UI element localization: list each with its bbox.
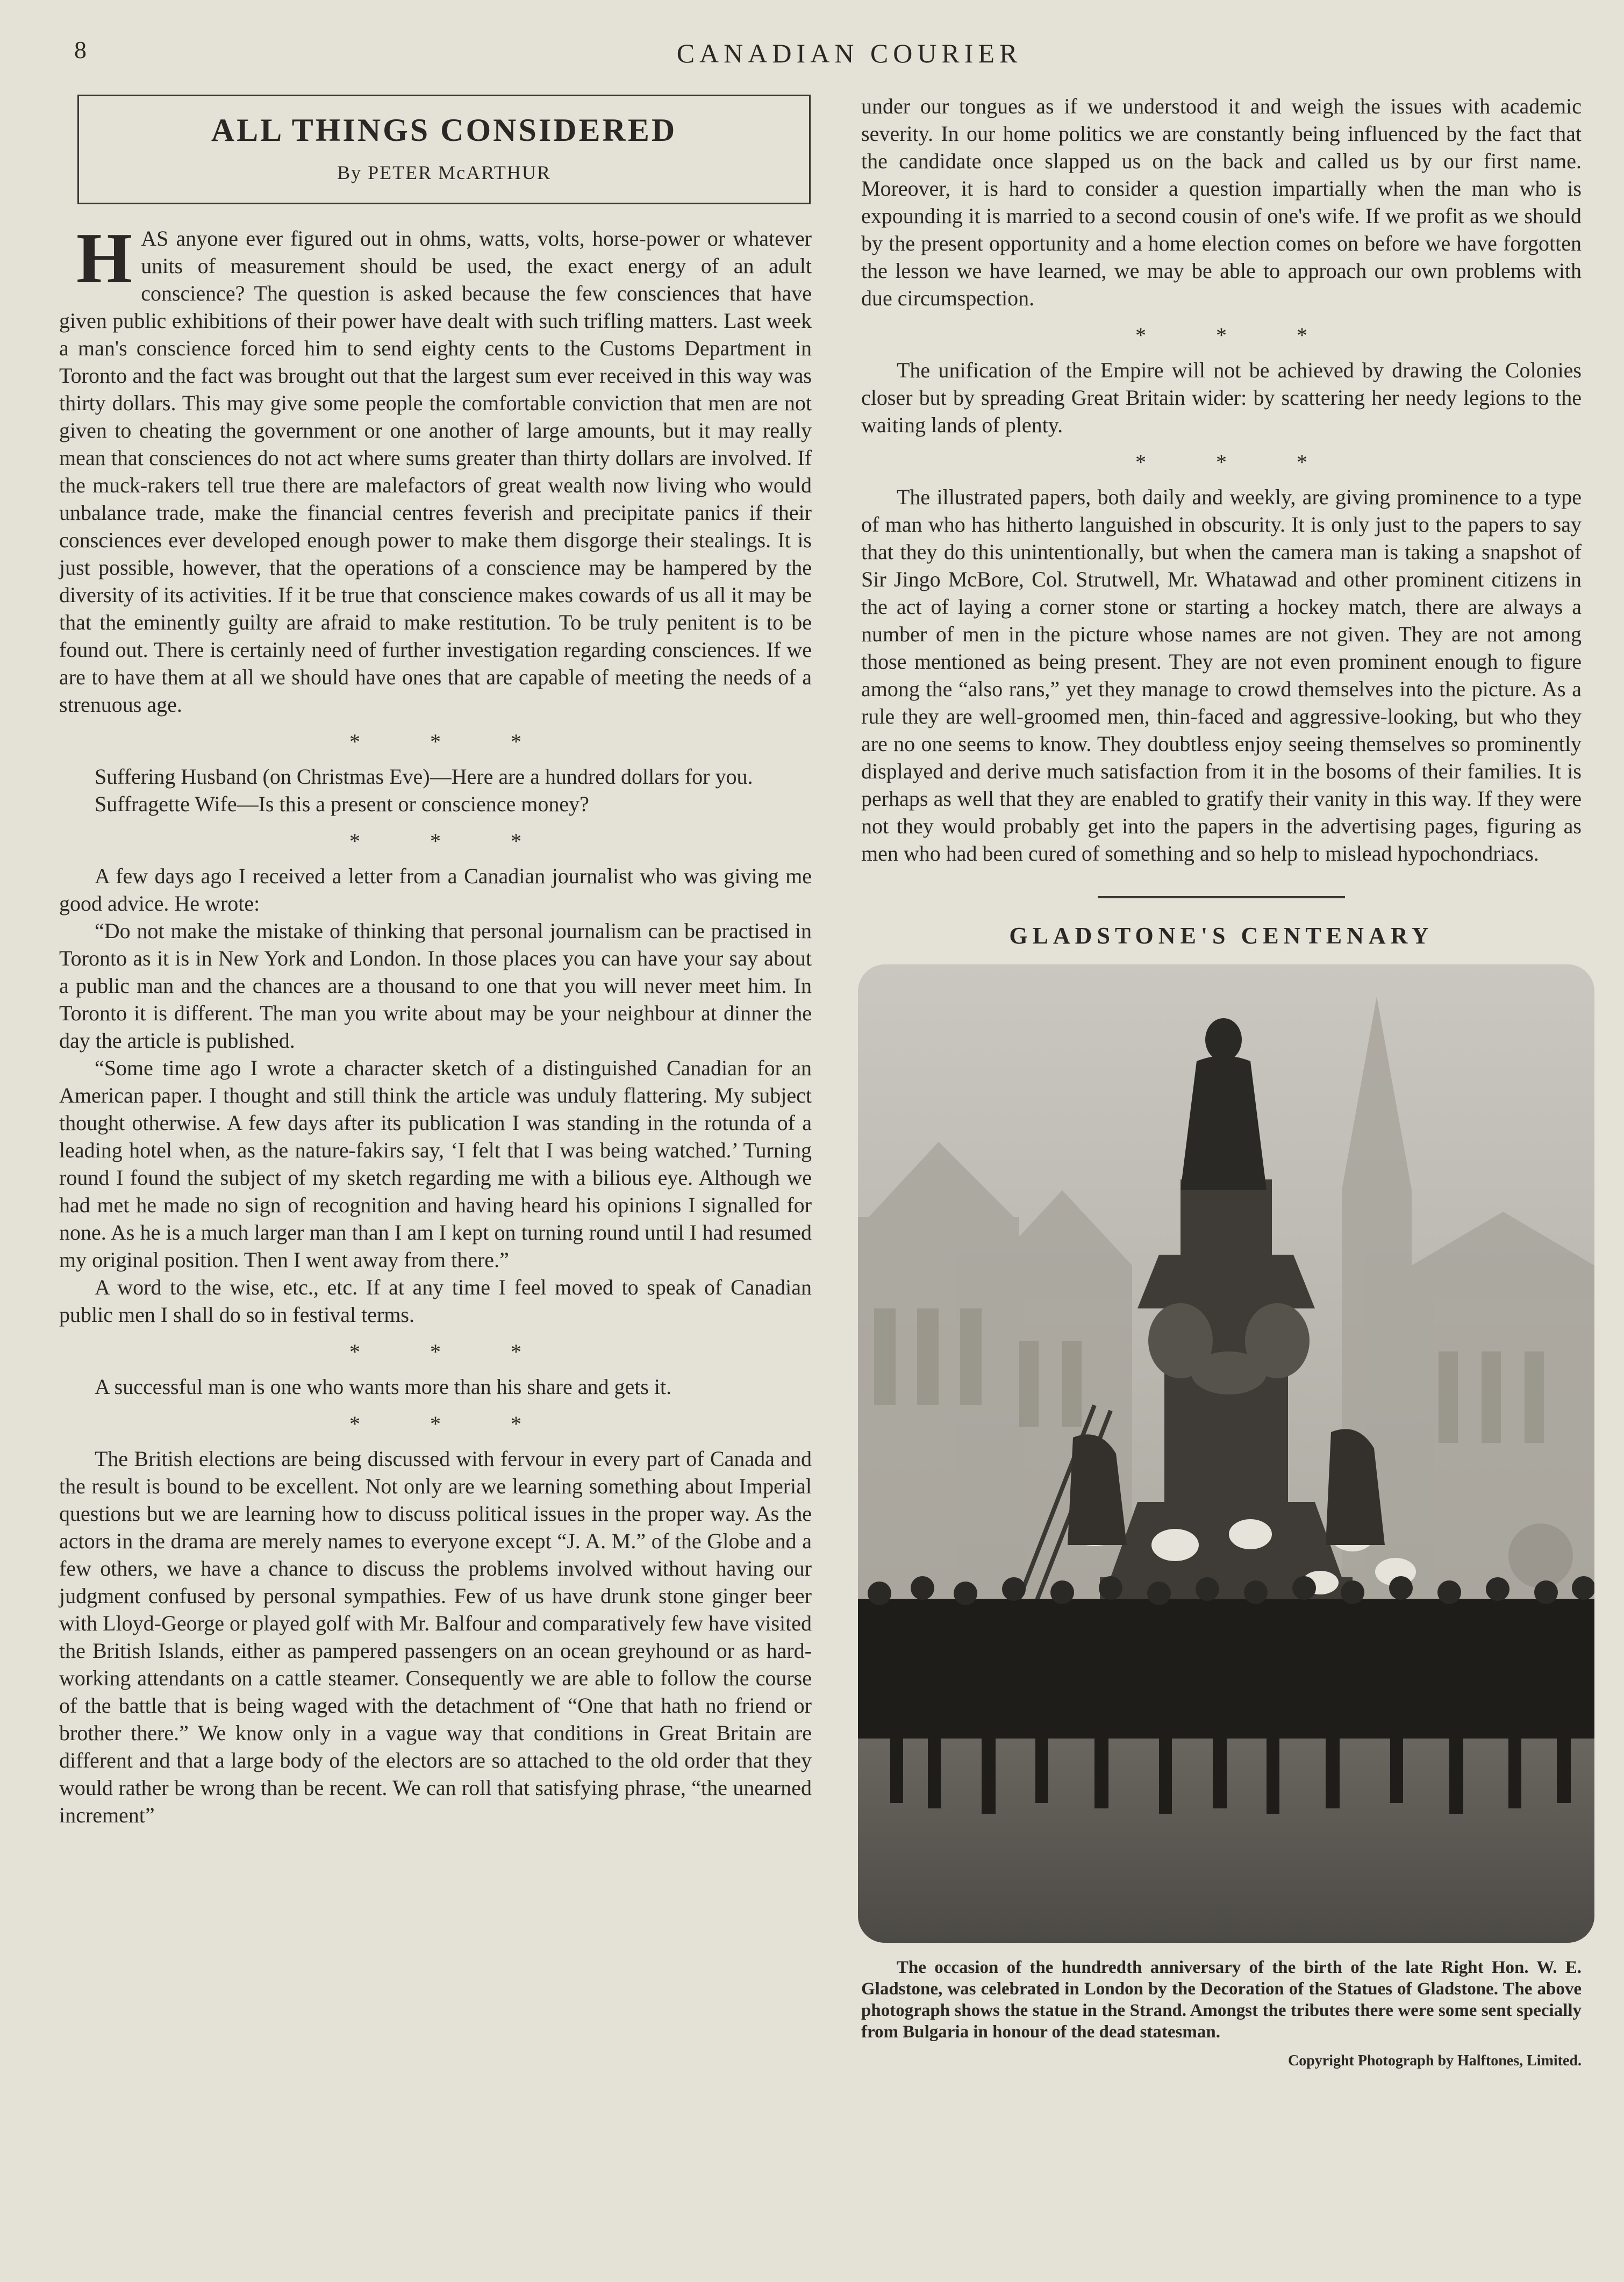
paragraph: The unification of the Empire will not be achieved by drawing the Colonies closer but by spreading Great Britain wider: by scattering her needy legions to the waiting lands of plenty.: [861, 358, 1582, 437]
statue-photograph: [858, 964, 1594, 1943]
horizontal-rule: [1098, 896, 1345, 898]
paragraph: “Do not make the mistake of thinking that personal journalism can be practised in Toronto as it is in New York and London. In those places you can have your say about a public man and the chances are a thousand to one that you will never meet him. In Toronto it is different. The man you write about may be your neighbour at dinner the day the article is published.: [59, 919, 812, 1053]
section-separator: * * *: [1135, 323, 1340, 347]
dropcap: H: [76, 218, 133, 298]
caption-text: The occasion of the hundredth anniversary of the birth of the late Right Hon. W. E. Gladstone, was celebrated in London by the Decoration of the Statues of Gladstone. The above photograph shows the statue in the Strand. Amongst the tributes there were some sent specially from Bulgaria in honour of the dead statesman.: [861, 1958, 1582, 2042]
right-column: [861, 92, 1582, 2072]
paragraph: The illustrated papers, both daily and weekly, are giving prominence to a type of man who has hitherto languished in obscurity. It is only just to the papers to say that they do this unintentionally, but when the camera man is taking a snapshot of Sir Jingo McBore, Col. Strutwell, Mr. Whatawad and other prominent citizens in the act of laying a corner stone or starting a hockey match, there are always a number of men in the picture whose names are not given. They are not among those mentioned as being present. They are not even prominent enough to figure among the “also rans,” yet they manage to crowd themselves into the picture. As a rule they are well-groomed men, thin-faced and aggressive-looking, but who they are no one seems to know. They doubtless enjoy seeing themselves so prominently displayed and derive much satisfaction from it in the bosoms of their families. It is perhaps as well that they are enabled to gratify their vanity in this way. If they were not they would probably get into the papers in the advertising pages, figuring as men who had been cured of something and so help to mislead hypochondriacs.: [861, 485, 1582, 865]
section-separator: * * *: [349, 829, 554, 853]
paragraph: A word to the wise, etc., etc. If at any time I feel moved to speak of Canadian public men I shall do so in festival terms.: [59, 1275, 812, 1327]
paragraph: Suffragette Wife—Is this a present or conscience money?: [95, 792, 589, 816]
section-separator: * * *: [349, 1340, 554, 1364]
section-separator: * * *: [349, 1412, 554, 1436]
left-column: [59, 92, 812, 1829]
section-separator: * * *: [349, 729, 554, 754]
article-title-box: [77, 95, 811, 204]
paragraph: Suffering Husband (on Christmas Eve)—Here are a hundred dollars for you.: [95, 764, 753, 789]
article-title: ALL THINGS CONSIDERED: [211, 112, 677, 148]
running-head: CANADIAN COURIER: [676, 38, 1022, 68]
photo-heading: GLADSTONE'S CENTENARY: [1009, 922, 1434, 949]
photo-caption: [861, 1957, 1582, 2072]
paragraph: A few days ago I received a letter from a Canadian journalist who was giving me good advice. He wrote:: [59, 864, 812, 915]
paragraph: The British elections are being discussed with fervour in every part of Canada and the result is bound to be excellent. Not only are we learning something about Imperial questions but we are learning how to discuss political issues in the proper way. As the actors in the drama are merely names to everyone except “J. A. M.” of the Globe and a few others, we have a chance to discuss the problems involved without having our judgment confused by personal sympathies. Few of us have drunk stone ginger beer with Lloyd-George or played golf with Mr. Balfour and comparatively few have visited the British Islands, either as pampered passengers on an ocean greyhound or as hard-working attendants on a cattle steamer. Consequently we are able to follow the course of the battle that is being waged with the detachment of “One that hath no friend or brother there.” We know only in a vague way that conditions in Great Britain are different and that a large body of the electors are so attached to the old order that they would rather be wrong than be recent. We can roll that satisfying phrase, “the unearned increment”: [59, 1447, 812, 1827]
paragraph: A successful man is one who wants more than his share and gets it.: [95, 1375, 672, 1399]
section-separator: * * *: [1135, 450, 1340, 474]
paragraph: HAS anyone ever figured out in ohms, watts, volts, horse-power or whatever units of measurement should be used, the exact energy of an adult conscience? The question is asked because the few consciences that have given public exhibitions of their power have dealt with such trifling matters. Last week a man's conscience forced him to send eighty cents to the Customs Department in Toronto and the fact was brought out that the largest sum ever received in this way was thirty dollars. This may give some people the comfortable conviction that men are not given to cheating the government or one another of large amounts, but it may really mean that consciences do not act where sums greater than thirty dollars are involved. If the muck-rakers tell true there are malefactors of great wealth now living who would unbalance trade, make the financial centres feverish and precipitate panics if their consciences ever developed enough power to make them disgorge their stealings. It is just possible, however, that the operations of a conscience may be hampered by the diversity of its activities. If it be true that conscience makes cowards of us all it may be that the eminently guilty are afraid to make restitution. To be truly penitent is to be found out. There is certainly need of further investigation regarding consciences. If we are to have them at all we should have ones that are capable of meeting the needs of a strenuous age.: [59, 218, 812, 717]
paragraph: under our tongues as if we understood it and weigh the issues with academic severity. In our home politics we are constantly being influenced by the fact that the candidate once slapped us on the back and called us by our first name. Moreover, it is hard to consider a question impartially when the man who is expounding it is married to a second cousin of one's wife. If we profit as we should by the present opportunity and a home election comes on before we have forgotten the lesson we have learned, we may be able to approach our own problems with due circumspection.: [861, 94, 1582, 310]
page-number: 8: [74, 36, 87, 63]
photo-credit: Copyright Photograph by Halftones, Limited.: [1287, 2052, 1582, 2069]
paragraph: “Some time ago I wrote a character sketch of a distinguished Canadian for an American paper. I thought and still think the article was unduly flattering. My subject thought otherwise. A few days after its publication I was standing in the rotunda of a leading hotel when, as the nature-fakirs say, ‘I felt that I was being watched.’ Turning round I found the subject of my sketch regarding me with a bilious eye. Although we had met he made no sign of recognition and having heard his opinions I signalled for none. As he is a much larger man than I am I kept on turning round until I had resumed my original position. Then I went away from there.”: [59, 1056, 812, 1272]
byline: By PETER McARTHUR: [337, 162, 551, 183]
